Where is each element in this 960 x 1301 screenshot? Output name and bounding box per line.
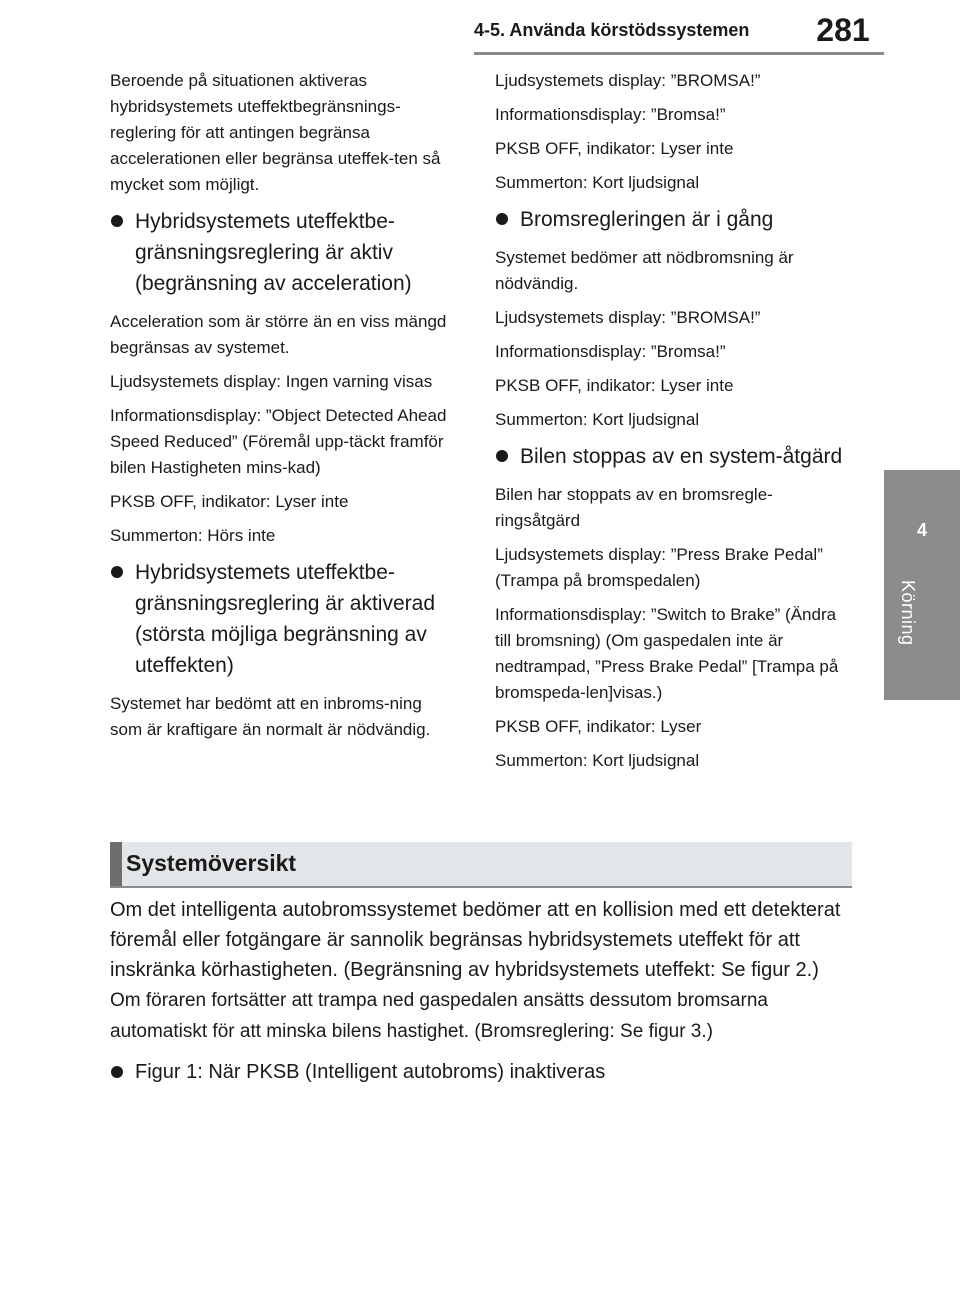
paragraph: PKSB OFF, indikator: Lyser <box>495 717 702 736</box>
bullet-text: Bilen stoppas av en system-åtgärd <box>520 445 843 468</box>
paragraph: Summerton: Kort ljudsignal <box>495 751 700 770</box>
right-column <box>495 68 845 782</box>
paragraph: Summerton: Kort ljudsignal <box>495 173 700 192</box>
paragraph: Ljudsystemets display: ”BROMSA!” <box>495 308 761 327</box>
paragraph: Acceleration som är större än en viss mängd begränsas av systemet. <box>110 312 447 357</box>
page-number: 281 <box>816 12 870 48</box>
paragraph: PKSB OFF, indikator: Lyser inte <box>495 139 734 158</box>
paragraph: Summerton: Hörs inte <box>110 526 276 545</box>
paragraph: Om föraren fortsätter att trampa ned gaspedalen ansätts dessutom bromsarna automatiskt för att minska bilens hastighet. (Bromsreglering: Se figur 3.) <box>110 990 768 1042</box>
section-title: Systemöversikt <box>126 850 297 876</box>
chapter-label: Körning <box>898 580 918 646</box>
bullet-text: Bromsregleringen är i gång <box>520 208 774 231</box>
section-header <box>110 842 852 888</box>
paragraph: Beroende på situationen aktiveras hybridsystemets uteffektbegränsnings-reglering för att antingen begränsa accelerationen eller begränsa uteffek-ten så mycket som möjligt. <box>110 71 441 194</box>
paragraph: Ljudsystemets display: ”Press Brake Pedal” (Trampa på bromspedalen) <box>495 545 823 590</box>
chapter-number: 4 <box>916 520 927 540</box>
paragraph: Informationsdisplay: ”Bromsa!” <box>495 105 726 124</box>
paragraph: Informationsdisplay: ”Switch to Brake” (Ändra till bromsning) (Om gaspedalen inte är nedtrampad, ”Press Brake Pedal” [Trampa på bromspeda-len]visas.) <box>495 605 839 702</box>
paragraph: Informationsdisplay: ”Object Detected Ahead Speed Reduced” (Föremål upp-täckt framför bilen Hastigheten mins-kad) <box>110 406 447 477</box>
bullet-text: Figur 1: När PKSB (Intelligent autobroms) inaktiveras <box>135 1061 606 1083</box>
paragraph: Systemet har bedömt att en inbroms-ning som är kraftigare än normalt är nödvändig. <box>110 694 431 739</box>
bullet-icon <box>111 1066 123 1078</box>
paragraph: Ljudsystemets display: Ingen varning visas <box>110 372 433 391</box>
section-body <box>110 895 855 1098</box>
bullet-text: Hybridsystemets uteffektbe-gränsningsreglering är aktiv (begränsning av acceleration) <box>135 210 412 295</box>
paragraph: Ljudsystemets display: ”BROMSA!” <box>495 71 761 90</box>
paragraph: Summerton: Kort ljudsignal <box>495 410 700 429</box>
paragraph: Informationsdisplay: ”Bromsa!” <box>495 342 726 361</box>
bullet-heading <box>495 441 845 472</box>
header-rule <box>474 52 884 55</box>
bullet-heading <box>110 1057 855 1088</box>
paragraph: PKSB OFF, indikator: Lyser inte <box>110 492 349 511</box>
paragraph: Systemet bedömer att nödbromsning är nödvändig. <box>495 248 794 293</box>
bullet-icon <box>111 215 123 227</box>
page-header <box>0 0 960 68</box>
chapter-title: 4-5. Använda körstödssystemen <box>474 20 750 40</box>
paragraph: Bilen har stoppats av en bromsregle-ringsåtgärd <box>495 485 773 530</box>
chapter-side-tab[interactable] <box>884 470 960 700</box>
bullet-icon <box>111 566 123 578</box>
paragraph: Om det intelligenta autobromssystemet bedömer att en kollision med ett detekterat föremål eller fotgängare är sannolik begränsas hybridsystemets uteffekt för att inskränka körhastigheten. (Begränsning av hybridsystemets uteffekt: Se figur 2.) <box>110 899 841 981</box>
paragraph: PKSB OFF, indikator: Lyser inte <box>495 376 734 395</box>
section-accent-bar <box>110 842 122 886</box>
bullet-heading <box>110 557 455 681</box>
bullet-heading <box>110 206 455 299</box>
bullet-text: Hybridsystemets uteffektbe-gränsningsreglering är aktiverad (största möjliga begränsning av uteffekten) <box>135 561 435 677</box>
bullet-icon <box>496 213 508 225</box>
left-column <box>110 68 455 751</box>
bullet-icon <box>496 450 508 462</box>
bullet-heading <box>495 204 845 235</box>
